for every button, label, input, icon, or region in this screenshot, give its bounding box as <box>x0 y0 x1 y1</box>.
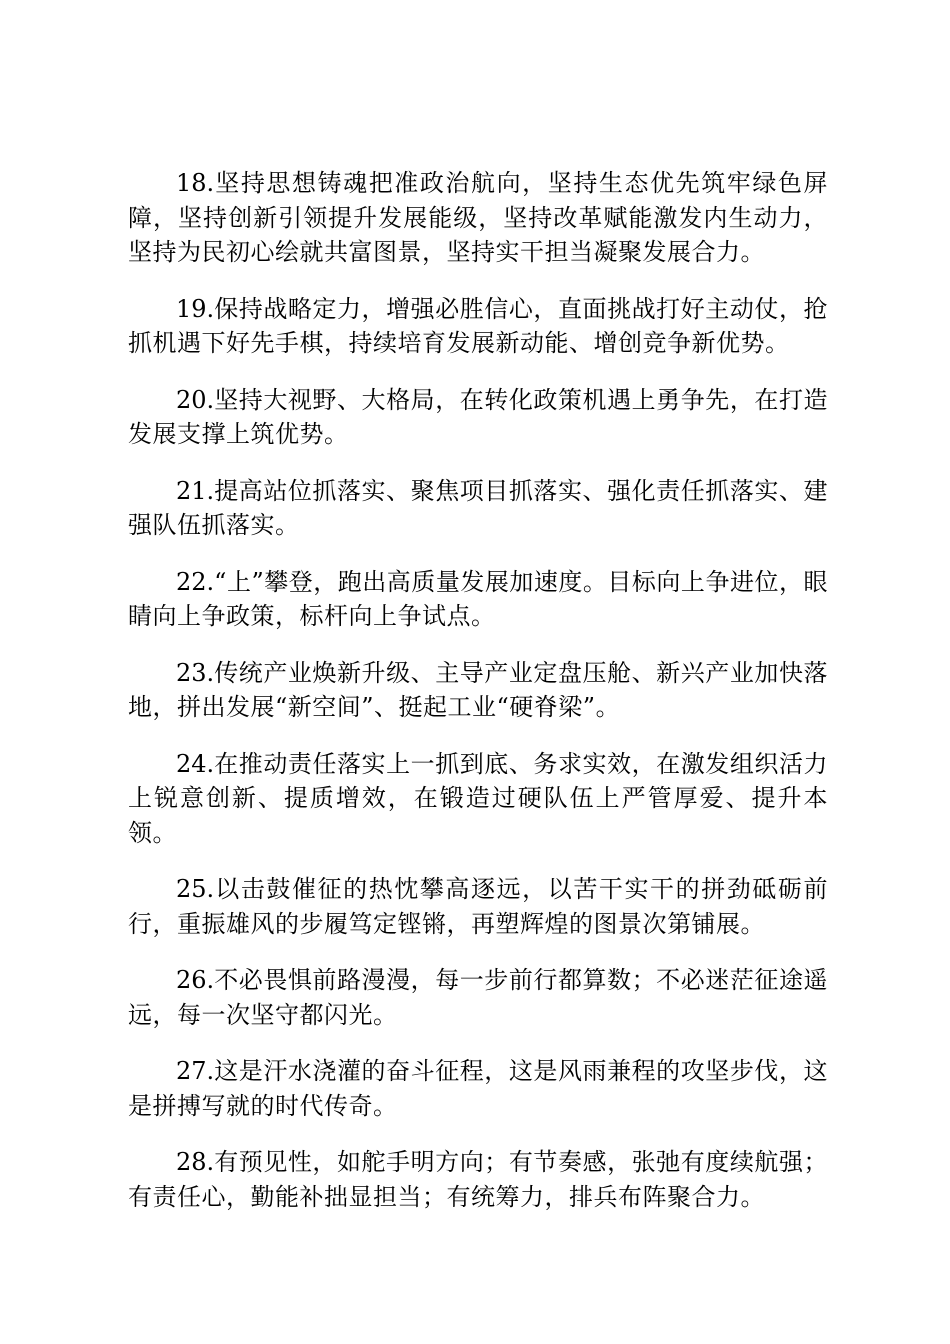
paragraph-text: 传统产业焕新升级、主导产业定盘压舱、新兴产业加快落地，拼出发展“新空间”、挺起工业“硬脊梁”。 <box>128 658 828 721</box>
paragraph-text: 有预见性，如舵手明方向；有节奏感，张弛有度续航强；有责任心，勤能补拙显担当；有统筹力，排兵布阵聚合力。 <box>128 1148 828 1211</box>
paragraph-text: 在推动责任落实上一抓到底、务求实效，在激发组织活力上锐意创新、提质增效，在锻造过硬队伍上严管厚爱、提升本领。 <box>128 749 828 847</box>
paragraph-27 <box>128 1054 828 1123</box>
paragraph-text: “上”攀登，跑出高质量发展加速度。目标向上争进位，眼睛向上争政策，标杆向上争试点。 <box>128 567 828 630</box>
paragraph-number: 22. <box>176 567 215 596</box>
paragraph-23 <box>128 656 828 725</box>
paragraph-26 <box>128 963 828 1032</box>
paragraph-number: 28. <box>176 1148 215 1176</box>
paragraph-number: 26. <box>176 966 215 994</box>
paragraph-20 <box>128 383 828 452</box>
paragraph-number: 23. <box>176 658 215 687</box>
paragraph-19 <box>128 292 828 361</box>
paragraph-text: 以击鼓催征的热忱攀高逐远，以苦干实干的拼劲砥砺前行，重振雄风的步履笃定铿锵，再塑辉煌的图景次第铺展。 <box>128 875 828 938</box>
paragraph-number: 24. <box>176 749 215 778</box>
paragraph-number: 20. <box>176 385 215 414</box>
paragraph-number: 27. <box>176 1057 215 1085</box>
paragraph-25 <box>128 872 828 941</box>
paragraph-28 <box>128 1145 828 1214</box>
paragraph-text: 坚持思想铸魂把准政治航向，坚持生态优先筑牢绿色屏障，坚持创新引领提升发展能级，坚持改革赋能激发内生动力，坚持为民初心绘就共富图景，坚持实干担当凝聚发展合力。 <box>128 169 828 266</box>
paragraph-number: 19. <box>176 294 215 323</box>
paragraph-24 <box>128 747 828 851</box>
paragraph-text: 坚持大视野、大格局，在转化政策机遇上勇争先，在打造发展支撑上筑优势。 <box>128 385 828 448</box>
paragraph-18 <box>128 166 828 270</box>
paragraph-number: 25. <box>176 875 215 903</box>
paragraph-text: 这是汗水浇灌的奋斗征程，这是风雨兼程的攻坚步伐，这是拼搏写就的时代传奇。 <box>128 1057 828 1120</box>
paragraph-number: 21. <box>176 476 215 505</box>
paragraph-text: 保持战略定力，增强必胜信心，直面挑战打好主动仗，抢抓机遇下好先手棋，持续培育发展新动能、增创竞争新优势。 <box>128 294 828 357</box>
paragraph-text: 提高站位抓落实、聚焦项目抓落实、强化责任抓落实、建强队伍抓落实。 <box>128 476 828 539</box>
paragraph-22 <box>128 565 828 634</box>
paragraph-21 <box>128 474 828 543</box>
paragraph-number: 18. <box>176 169 215 197</box>
document-body <box>128 166 828 1236</box>
paragraph-text: 不必畏惧前路漫漫，每一步前行都算数；不必迷茫征途遥远，每一次坚守都闪光。 <box>128 966 828 1029</box>
